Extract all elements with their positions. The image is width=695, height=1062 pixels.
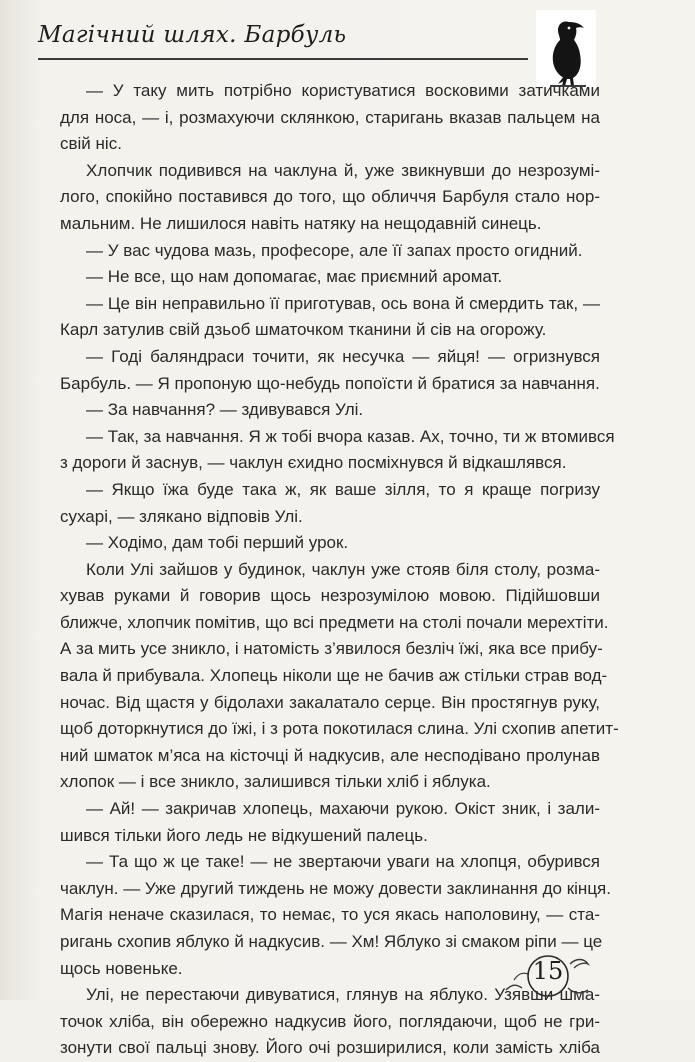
text-line: з дороги й заснув, — чаклун єхидно посміхнувся й відкашлявся. (60, 453, 567, 473)
text-line: Карл затулив свій дзьоб шматочком тканини й сів на огорожу. (60, 320, 547, 340)
text-line: — Так, за навчання. Я ж тобі вчора казав. Ах, точно, ти ж втомився (86, 426, 615, 446)
text-line: шився тільки його ледь не відкушений палець. (60, 825, 428, 845)
text-line: щось новеньке. (60, 958, 183, 978)
text-line: ночас. Від щастя у бідолахи закалатало серце. Він простягнув руку, (60, 692, 600, 712)
text-line: Коли Улі зайшов у будинок, чаклун уже стояв біля столу, розма- (86, 559, 600, 579)
text-line: мальним. Не лишилося навіть натяку на нещодавній синець. (60, 213, 542, 233)
text-line: — Ходімо, дам тобі перший урок. (86, 533, 349, 553)
text-line: щоб доторкнутися до їжі, і з рота покотилася слина. Улі схопив апетит- (60, 719, 619, 739)
text-line: хував руками й говорив щось незрозумілою мовою. Підійшовши (60, 586, 600, 606)
header-title: Магічний шлях. Барбуль (38, 22, 347, 48)
raven-icon (536, 10, 596, 88)
text-line: — У вас чудова мазь, професоре, але її запах просто огидний. (86, 240, 583, 260)
text-line: — Та що ж це таке! — не звертаючи уваги на хлопця, обурився (86, 852, 600, 872)
text-line: Улі, не перестаючи дивуватися, глянув на яблуко. Узявши шма- (86, 985, 600, 1005)
text-line: зонути свої пальці знову. Його очі розширилися, коли замість хліба (60, 1038, 600, 1058)
text-line: ригань схопив яблуко й надкусив. — Хм! Яблуко зі смаком ріпи — це (60, 932, 603, 951)
text-line: Магія неначе сказилася, то немає, то уся якась наполовину, — ста- (60, 905, 600, 925)
text-line: — У таку мить потрібно користуватися восковими затичками (86, 81, 600, 100)
text-line: чаклун. — Уже другий тиждень не можу довести заклинання до кінця. (60, 878, 611, 898)
text-line: свій ніс. (60, 134, 122, 154)
text-line: — За навчання? — здивувався Улі. (86, 400, 364, 420)
text-line: Барбуль. — Я пропоную що-небудь попоїсти й братися за навчання. (60, 373, 600, 393)
text-line: ближче, хлопчик помітив, що всі предмети на столі почали мерехтіти. (60, 612, 609, 632)
text-line: — Не все, що нам допомагає, має приємний аромат. (86, 267, 503, 287)
text-line: Хлопчик подивився на чаклуна й, уже звикнувши до незрозумі- (86, 160, 600, 180)
raven-illustration (536, 10, 596, 88)
text-line: хлопок — і все зникло, залишився тільки хліб і яблука. (60, 772, 491, 792)
text-line: — Ай! — закричав хлопець, махаючи рукою. Окіст зник, і зали- (86, 799, 600, 819)
text-line: точок хліба, він обережно надкусив його, поглядаючи, щоб не гри- (60, 1011, 600, 1031)
text-line: ний шматок м’яса на кісточці й надкусив, але несподівано пролунав (60, 745, 600, 765)
header-rule (38, 58, 528, 60)
body-text (60, 78, 619, 1062)
text-line: для носа, — і, розмахуючи склянкою, старигань вказав пальцем на (60, 107, 600, 127)
text-line: — Це він неправильно її приготував, ось вона й смердить так, — (86, 293, 600, 313)
text-line: — Годі баляндраси точити, як несучка — яйця! — огризнувся (86, 346, 600, 366)
text-line: — Якщо їжа буде така ж, як ваше зілля, то я краще погризу (86, 479, 600, 499)
text-line: А за мить усе зникло, і натомість з’явилося безліч їжі, яка все прибу- (60, 639, 603, 659)
text-line: вала й прибувала. Хлопець ніколи ще не бачив аж стільки страв вод- (60, 666, 608, 686)
text-line: сухарі, — злякано відповів Улі. (60, 506, 303, 526)
text-line: лого, спокійно поставився до того, що обличчя Барбуля стало нор- (60, 187, 600, 207)
page-number-ornament (500, 950, 595, 998)
page-number: 15 (532, 957, 564, 985)
running-header (38, 22, 538, 62)
